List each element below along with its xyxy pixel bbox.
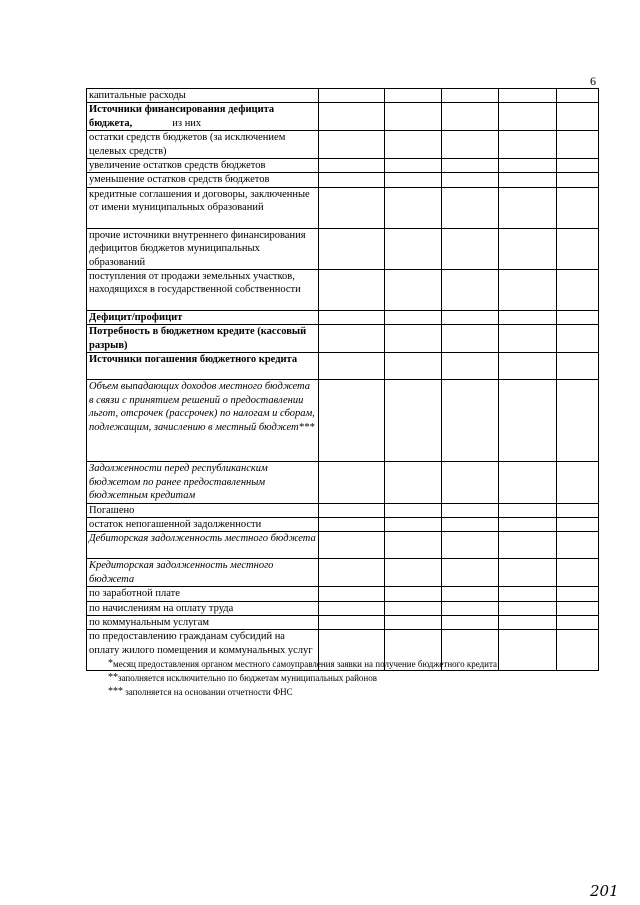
empty-cell	[319, 503, 385, 517]
empty-cell	[499, 462, 557, 503]
footnote	[108, 685, 497, 699]
empty-cell	[442, 228, 499, 269]
empty-cell	[557, 615, 599, 629]
row-label	[87, 462, 319, 503]
table-row	[87, 89, 599, 103]
footnote	[108, 657, 497, 671]
empty-cell	[442, 103, 499, 131]
row-label	[87, 353, 319, 380]
empty-cell	[557, 173, 599, 187]
empty-cell	[319, 587, 385, 601]
row-label-text: уменьшение остатков средств бюджетов	[89, 174, 270, 186]
page-number: 6	[590, 74, 596, 88]
table-row	[87, 159, 599, 173]
empty-cell	[557, 270, 599, 311]
row-label	[87, 228, 319, 269]
empty-cell	[557, 587, 599, 601]
row-label	[87, 187, 319, 228]
empty-cell	[557, 532, 599, 559]
empty-cell	[385, 353, 442, 380]
footnote-mark: ***	[108, 686, 123, 697]
empty-cell	[319, 532, 385, 559]
empty-cell	[499, 630, 557, 671]
row-label	[87, 103, 319, 131]
empty-cell	[385, 325, 442, 353]
row-label-text: Объем выпадающих доходов местного бюджета в связи с принятием решений о предоставлении льгот, отсрочек (рассрочек) по налогам и сборам, подлежащим, зачислению в местный бюджет***	[89, 381, 315, 433]
empty-cell	[385, 103, 442, 131]
table-row	[87, 173, 599, 187]
empty-cell	[499, 353, 557, 380]
row-sublabel: из них	[172, 117, 202, 129]
empty-cell	[557, 353, 599, 380]
empty-cell	[557, 503, 599, 517]
row-label	[87, 270, 319, 311]
row-label	[87, 173, 319, 187]
empty-cell	[499, 159, 557, 173]
empty-cell	[385, 270, 442, 311]
row-label	[87, 311, 319, 325]
row-label-text: Дефицит/профицит	[89, 312, 183, 324]
budget-table	[86, 88, 599, 671]
empty-cell	[557, 89, 599, 103]
row-label	[87, 517, 319, 531]
empty-cell	[557, 325, 599, 353]
empty-cell	[385, 89, 442, 103]
table-row	[87, 559, 599, 587]
empty-cell	[499, 601, 557, 615]
empty-cell	[442, 587, 499, 601]
empty-cell	[442, 325, 499, 353]
empty-cell	[499, 380, 557, 462]
empty-cell	[319, 462, 385, 503]
empty-cell	[442, 503, 499, 517]
table-row	[87, 228, 599, 269]
empty-cell	[319, 615, 385, 629]
row-label-text: Погашено	[89, 504, 135, 516]
table-row	[87, 325, 599, 353]
footnote-text: месяц предоставления органом местного самоуправления заявки на получение бюджетного кредита	[113, 659, 498, 669]
empty-cell	[557, 601, 599, 615]
row-label-text: Источники финансирования дефицита бюджета,	[89, 104, 275, 129]
table-row	[87, 353, 599, 380]
empty-cell	[385, 615, 442, 629]
empty-cell	[442, 559, 499, 587]
row-label	[87, 131, 319, 159]
row-label-text: Задолженности перед республиканским бюджетом по ранее предоставленным бюджетным кредитам	[89, 463, 268, 502]
empty-cell	[499, 503, 557, 517]
empty-cell	[557, 630, 599, 671]
empty-cell	[557, 159, 599, 173]
empty-cell	[385, 517, 442, 531]
row-label-text: прочие источники внутреннего финансирования дефицитов бюджетов муниципальных образований	[89, 229, 306, 268]
table-row	[87, 380, 599, 462]
empty-cell	[319, 89, 385, 103]
empty-cell	[385, 559, 442, 587]
table-row	[87, 462, 599, 503]
empty-cell	[319, 559, 385, 587]
empty-cell	[442, 173, 499, 187]
empty-cell	[442, 532, 499, 559]
row-label-text: поступления от продажи земельных участков, находящихся в государственной собственности	[89, 271, 301, 296]
empty-cell	[442, 311, 499, 325]
empty-cell	[319, 103, 385, 131]
empty-cell	[499, 228, 557, 269]
empty-cell	[319, 131, 385, 159]
row-label	[87, 503, 319, 517]
table-row	[87, 615, 599, 629]
empty-cell	[319, 228, 385, 269]
footnote-text: заполняется на основании отчетности ФНС	[123, 687, 293, 697]
empty-cell	[319, 311, 385, 325]
empty-cell	[442, 462, 499, 503]
empty-cell	[385, 159, 442, 173]
empty-cell	[557, 380, 599, 462]
empty-cell	[442, 159, 499, 173]
empty-cell	[319, 173, 385, 187]
row-label	[87, 159, 319, 173]
empty-cell	[499, 532, 557, 559]
empty-cell	[385, 380, 442, 462]
row-label-text: по предоставлению гражданам субсидий на оплату жилого помещения и коммунальных услуг	[89, 631, 313, 656]
empty-cell	[442, 517, 499, 531]
empty-cell	[499, 187, 557, 228]
table-row	[87, 270, 599, 311]
empty-cell	[442, 601, 499, 615]
empty-cell	[442, 131, 499, 159]
empty-cell	[319, 159, 385, 173]
empty-cell	[385, 503, 442, 517]
empty-cell	[319, 353, 385, 380]
empty-cell	[385, 587, 442, 601]
empty-cell	[499, 615, 557, 629]
row-label	[87, 615, 319, 629]
empty-cell	[385, 228, 442, 269]
empty-cell	[442, 270, 499, 311]
empty-cell	[319, 187, 385, 228]
table-row	[87, 601, 599, 615]
empty-cell	[557, 462, 599, 503]
empty-cell	[557, 311, 599, 325]
empty-cell	[385, 187, 442, 228]
empty-cell	[442, 187, 499, 228]
footnote-mark: **	[108, 672, 118, 683]
empty-cell	[442, 89, 499, 103]
empty-cell	[319, 270, 385, 311]
empty-cell	[319, 601, 385, 615]
empty-cell	[557, 517, 599, 531]
empty-cell	[385, 462, 442, 503]
footnote-mark: *	[108, 658, 113, 669]
empty-cell	[442, 353, 499, 380]
table-row	[87, 311, 599, 325]
empty-cell	[385, 311, 442, 325]
empty-cell	[319, 325, 385, 353]
empty-cell	[442, 615, 499, 629]
empty-cell	[499, 311, 557, 325]
empty-cell	[557, 559, 599, 587]
empty-cell	[557, 228, 599, 269]
empty-cell	[557, 187, 599, 228]
row-label-text: Дебиторская задолженность местного бюджета	[89, 533, 316, 545]
footnote-text: заполняется исключительно по бюджетам муниципальных районов	[118, 673, 377, 683]
empty-cell	[442, 380, 499, 462]
empty-cell	[557, 131, 599, 159]
row-label-text: кредитные соглашения и договоры, заключенные от имени муниципальных образований	[89, 188, 310, 214]
empty-cell	[385, 173, 442, 187]
row-label-text: по начислениям на оплату труда	[89, 602, 234, 614]
row-label	[87, 325, 319, 353]
empty-cell	[499, 325, 557, 353]
empty-cell	[499, 103, 557, 131]
row-label	[87, 587, 319, 601]
row-label-text: увеличение остатков средств бюджетов	[89, 160, 266, 172]
row-label-text: по коммунальным услугам	[89, 616, 210, 628]
row-label	[87, 89, 319, 103]
row-label	[87, 559, 319, 587]
empty-cell	[385, 532, 442, 559]
empty-cell	[319, 380, 385, 462]
row-label	[87, 380, 319, 462]
table-row	[87, 103, 599, 131]
row-label-text: остатки средств бюджетов (за исключением целевых средств)	[89, 132, 286, 157]
empty-cell	[499, 173, 557, 187]
table-row	[87, 131, 599, 159]
row-label	[87, 601, 319, 615]
empty-cell	[499, 131, 557, 159]
empty-cell	[499, 559, 557, 587]
footnote	[108, 671, 497, 685]
row-label-text: Источники погашения бюджетного кредита	[89, 354, 298, 366]
table-row	[87, 517, 599, 531]
row-label-text: Кредиторская задолженность местного бюджета	[89, 560, 274, 585]
empty-cell	[499, 89, 557, 103]
footnotes	[108, 657, 497, 699]
empty-cell	[499, 587, 557, 601]
handwritten-signature: 201	[590, 882, 619, 900]
row-label-text: по заработной плате	[89, 588, 180, 600]
empty-cell	[557, 103, 599, 131]
row-label-text: капитальные расходы	[89, 90, 186, 101]
row-label-text: остаток непогашенной задолженности	[89, 518, 262, 530]
table-row	[87, 187, 599, 228]
table-row	[87, 587, 599, 601]
empty-cell	[319, 517, 385, 531]
empty-cell	[499, 270, 557, 311]
empty-cell	[499, 517, 557, 531]
row-label	[87, 532, 319, 559]
empty-cell	[385, 131, 442, 159]
row-label-text: Потребность в бюджетном кредите (кассовый разрыв)	[89, 326, 307, 351]
empty-cell	[385, 601, 442, 615]
table-row	[87, 532, 599, 559]
table-row	[87, 503, 599, 517]
